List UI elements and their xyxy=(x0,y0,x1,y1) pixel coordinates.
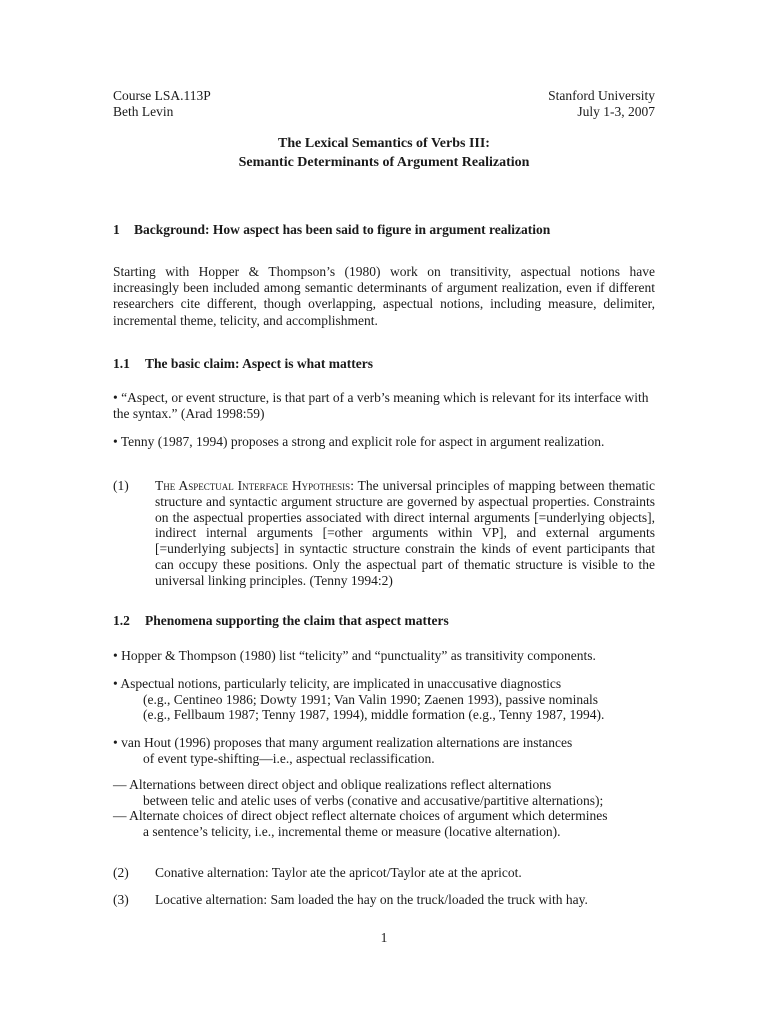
document-title xyxy=(0,134,768,172)
header-right xyxy=(548,88,655,120)
dash-line: between telic and atelic uses of verbs (conative and accusative/partitive alternations); xyxy=(143,792,604,808)
page-number: 1 xyxy=(380,930,388,945)
dash-line: a sentence’s telicity, i.e., incremental theme or measure (locative alternation). xyxy=(143,823,561,839)
bullet-tenny: • Tenny (1987, 1994) proposes a strong and explicit role for aspect in argument realization. xyxy=(113,434,605,449)
section-1-1-heading xyxy=(113,356,373,372)
bullet-hopper-thompson: • Hopper & Thompson (1980) list “telicity” and “punctuality” as transitivity components. xyxy=(113,648,596,663)
university-name: Stanford University xyxy=(548,88,655,103)
example-3-text: Locative alternation: Sam loaded the hay on the truck/loaded the truck with hay. xyxy=(155,892,588,907)
example-3-number: (3) xyxy=(113,892,129,907)
section-1-heading xyxy=(113,222,550,238)
dash-line: — Alternate choices of direct object reflect alternate choices of argument which determines xyxy=(113,808,608,824)
title-line-1: The Lexical Semantics of Verbs III: xyxy=(278,136,490,151)
bullet-line: • Aspectual notions, particularly telicity, are implicated in unaccusative diagnostics xyxy=(113,676,562,691)
course-date: July 1-3, 2007 xyxy=(577,104,655,119)
section-title: Background: How aspect has been said to figure in argument realization xyxy=(134,222,551,237)
bullet-aspectual-notions xyxy=(113,676,658,723)
title-line-2: Semantic Determinants of Argument Realization xyxy=(238,155,530,170)
dash-line: — Alternations between direct object and oblique realizations reflect alternations xyxy=(113,777,552,792)
bullet-line: • “Aspect, or event structure, is that part of a verb’s meaning which is relevant for its interface with xyxy=(113,390,649,405)
header-left xyxy=(113,88,211,120)
example-2-text: Conative alternation: Taylor ate the apricot/Taylor ate at the apricot. xyxy=(155,865,522,880)
section-number: 1 xyxy=(113,222,120,237)
course-label: Course LSA.113P xyxy=(113,88,211,103)
section-1-2-heading xyxy=(113,613,449,629)
bullet-line: (e.g., Fellbaum 1987; Tenny 1987, 1994), middle formation (e.g., Tenny 1987, 1994). xyxy=(143,707,605,723)
example-2-number: (2) xyxy=(113,865,129,880)
bullet-arad-quote xyxy=(113,390,658,421)
example-1-text: : The universal principles of mapping between thematic structure and syntactic argument structure are governed by aspectual properties. Constraints on the aspectual properties associated with direct internal arguments [=underlying objects], indirect internal arguments [=other arguments within VP], and external arguments [=underlying subjects] in syntactic structure constrain the kinds of event participants that can occupy these positions. Only the aspectual part of thematic structure is visible to the universal linking principles. (Tenny 1994:2) xyxy=(155,478,655,588)
section-number: 1.2 xyxy=(113,613,130,628)
bullet-line: • van Hout (1996) proposes that many argument realization alternations are instances xyxy=(113,735,573,750)
section-title: Phenomena supporting the claim that aspect matters xyxy=(145,613,449,628)
example-1-body xyxy=(155,478,655,589)
section-1-paragraph: Starting with Hopper & Thompson’s (1980) work on transitivity, aspectual notions have increasingly been included among semantic determinants of argument realization, even if different researchers cite different, though overlapping, aspectual notions, including measure, delimiter, incremental theme, telicity, and accomplishment. xyxy=(113,264,655,328)
section-number: 1.1 xyxy=(113,356,130,371)
dash-list xyxy=(113,777,658,839)
bullet-van-hout xyxy=(113,735,658,766)
section-title: The basic claim: Aspect is what matters xyxy=(145,356,373,371)
bullet-line: (e.g., Centineo 1986; Dowty 1991; Van Valin 1990; Zaenen 1993), passive nominals xyxy=(143,691,599,707)
bullet-line: the syntax.” (Arad 1998:59) xyxy=(113,405,265,421)
example-1-number: (1) xyxy=(113,478,129,493)
example-1-label: The Aspectual Interface Hypothesis xyxy=(155,478,351,493)
bullet-line: of event type-shifting—i.e., aspectual reclassification. xyxy=(143,750,435,766)
author-name: Beth Levin xyxy=(113,104,174,119)
